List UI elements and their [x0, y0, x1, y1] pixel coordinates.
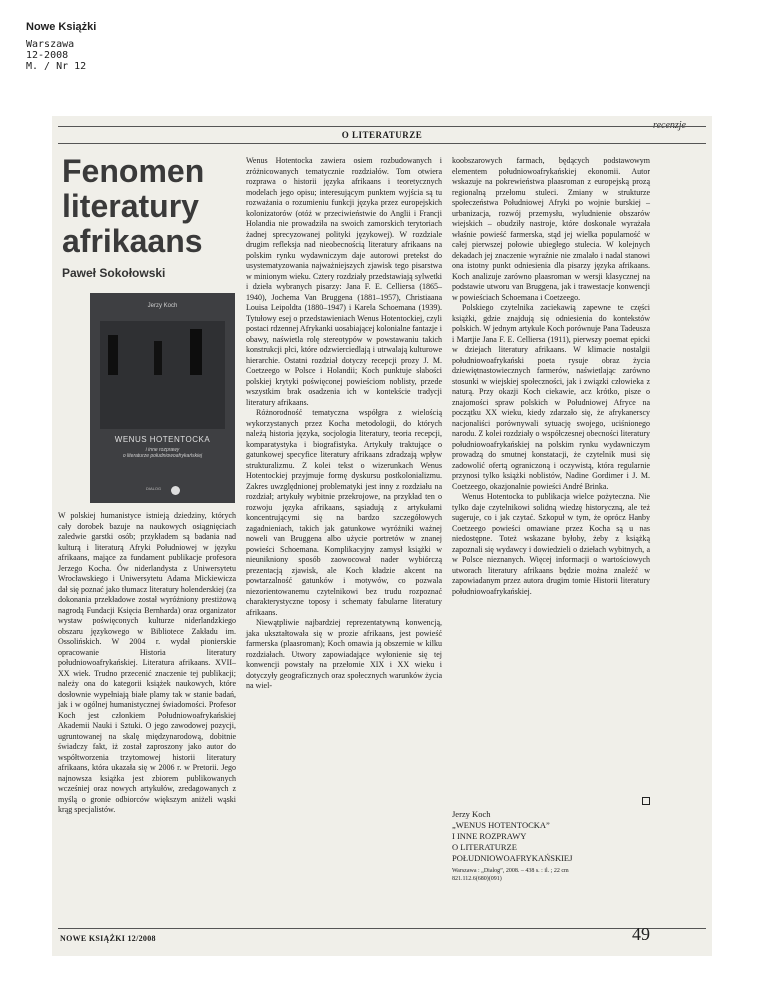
- column-2: [246, 156, 442, 692]
- paragraph: Wenus Hotentocka to publikacja wielce pożyteczna. Nie tylko daje czytelnikowi solidną wiedzę historyczną, ale też sugeruje, co i jak czytać. Szkopuł w tym, że oprócz Hanby Coetzeego powieści omawiane przez Kocha są u nas niedostępne. Toteż wskazane byłoby, żeby z książką zapoznali się wydawcy i dowiedzieli o dziełach wybitnych, a w Polsce nieznanych. Więcej informacji o wartościowych utworach literatury afrikaans będzie można znaleźć w zapowiadanym przez autora drugim tomie Historii literatury południowoafrykańskiej.: [452, 492, 650, 596]
- clipping-header: [26, 22, 96, 72]
- biblio-title-line: „WENUS HOTENTOCKA”: [452, 820, 550, 830]
- biblio-details: Warszawa : „Dialog”, 2008. – 438 s. : il. ; 22 cm: [452, 868, 569, 874]
- cover-subtitle: [90, 447, 235, 459]
- page-footer: NOWE KSIĄŻKI 12/2008: [60, 934, 156, 943]
- top-rule: [58, 126, 706, 127]
- article-author: Paweł Sokołowski: [62, 266, 166, 280]
- paragraph: Wenus Hotentocka zawiera osiem rozbudowanych i zróżnicowanych tematycznie rozdziałów. Tom otwiera rozprawa o historii języka afrikaans i teoretycznych modelach jego opisu; interesującym punktem wyjścia są tu rozważania o rozumieniu funkcji języka przez europejskich kolonizatorów (otóż w przeciwieństwie do Anglii i Francji Holandia nie prowadziła na swoich zamorskich terytoriach żadnej sprecyzowanej polityki językowej). W rozdziale drugim refleksja nad nieobecnością literatury afrikaans na polskim rynku wydawniczym daje autorowi pretekst do usystematyzowania najważniejszych zjawisk tego pisarstwa w minionym wieku. Cztery rozdziały przedstawiają sylwetki i dzieła wybranych pisarzy: Jana F. E. Celliersa (1865–1940), Jochema Van Bruggena (1881–1957), Christiaana Louisa Leipoldta (1880–1947) i Karela Schoemana (1939). Tytułowy esej o przedstawieniach Wenus Hotentockiej, czyli postaci rdzennej Afrykanki uosabiającej kolonialne fantazje i obawy, naświetla rolę stereotypów w powstawaniu takich konstrukcji płci, które odzwierciedlają i utrwalają kulturowe hierarchie. Ostatni rozdział dotyczy recepcji prozy J. M. Coetzeego w Polsce i Holandii; Koch punktuje słabości polskiej krytyki poświęconej powieściom noblisty, przede wszystkim brak osadzenia ich w kontekście tradycji literatury afrikaans.: [246, 156, 442, 407]
- page-number: 49: [632, 924, 650, 944]
- paragraph: Różnorodność tematyczna współgra z wielością wykorzystanych przez Kocha metodologii, do których należą historia języka, socjologia literatury, teoria recepcji, komparatystyka i biografistyka. Artykuły traktujące o gatunkowej specyfice literatury afrikaans zdradzają wpływ strukturalizmu. Z kolei tekst o wizerunkach Wenus Hotentockiej przyjmuje formę dyskursu postkolonializmu. Zakres uwzględnionej problematyki jest inny z rozdziału na rozdział; artykuły wybitnie przekrojowe, na przykład ten o rozwoju języka afrikaans, sąsiadują z artykułami koncentrującymi się na bardzo szczegółowych zagadnieniach, takich jak gatunkowe wyróżniki ważnej noweli van Bruggena albo użycie portretów w znanej powieści Schoemana. Komplikacyjny zamysł książki w nieunikniony sposób zaowocował nader wybiórczą prezentacją zjawisk, ale Koch kładzie akcent na powtarzalność gatunków i motywów, co pozwala niezorientowanemu czytelnikowi bez trudu rozpoznać charakterystyczne toposy i schematy fabularne literatury afrikaans.: [246, 408, 442, 617]
- publication-date: 12-2008: [26, 50, 69, 61]
- publication-name: Nowe Książki: [26, 21, 97, 33]
- column-1: [58, 511, 236, 816]
- cover-photo: [100, 321, 225, 429]
- article-title: [62, 154, 242, 259]
- end-of-article-icon: [642, 797, 650, 805]
- cover-figure: [190, 329, 202, 375]
- paragraph: W polskiej humanistyce istnieją dziedziny, których cały dorobek bazuje na naukowych osiągnięciach zaledwie garstki osób; przykładem są badania nad kulturą i literaturą Afryki Południowej w języku afrikaans, mające za fundament publikacje profesora Jerzego Kocha. Ów niderlandysta z Uniwersytetu Wrocławskiego i Uniwersytetu Adama Mickiewicza dał się poznać jako tłumacz literatury holenderskiej (za dokonania przekładowe został wyróżniony prestiżową nagrodą Fundacji Księcia Bernharda) oraz organizator wystaw poświęconych kulturze niderlandzkiego obszaru językowego w Bibliotece Zakładu im. Ossolińskich. W 2004 r. wydał pionierskie opracowanie Historia literatury południowoafrykańskiej. Literatura afrikaans. XVII–XX wiek. Trudno przecenić znaczenie tej publikacji; należy ona do kategorii książek naukowych, które dosłownie wypełniają białe plamy tak w stanie badań, jak i w ogólnej humanistycznej świadomości. Profesor Koch jest członkiem Południowoafrykańskiej Akademii Nauki i Sztuki. O jego zawodowej pozycji, ugruntowanej na skalę międzynarodową, dobitnie świadczy fakt, iż został zaproszony jako autor do współtworzenia trzytomowej historii literatury afrikaans, która ukazała się w 2006 r. w Pretorii. Jego najnowsza książka jest zbiorem publikowanych wcześniej oraz nowych artykułów, zredagowanych z myślą o gronie odbiorców większym aniżeli wąski krąg specjalistów.: [58, 511, 236, 814]
- book-cover: [90, 293, 235, 503]
- biblio-title-line: O LITERATURZE: [452, 842, 517, 852]
- biblio-title-line: I INNE ROZPRAWY: [452, 831, 527, 841]
- paragraph: koobszarowych farmach, będących podstawowym elementem południowoafrykańskiej ekonomii. Autor wskazuje na pokrewieństwa plaasroman z europejską prozą regionalną przełomu stuleci. Zmiany w strukturze społeczeństwa Południowej Afryki po wojnie burskiej – urbanizacja, rozwój przemysłu, wyludnienie obszarów wiejskich – obudziły nastroje, które doskonale wyrażała właśnie powieść farmerska, stąd jej wielka popularność w całej pierwszej połowie ubiegłego stulecia. W kolejnych dekadach jej znaczenie wyraźnie nie zmalało i nadal stanowi ona istotny punkt odniesienia dla pisarzy języka afrikaans. Koch analizuje zarówno plaasroman w wersji klasycznej na podstawie utworu van Bruggena, jak i trawestacje konwencji w powieściach Schoemana i Coetzeego.: [452, 156, 650, 302]
- rubric: O LITERATURZE: [341, 130, 423, 140]
- cover-subtitle-line: o literaturze południowoafrykańskiej: [122, 453, 203, 459]
- title-line: literatury: [62, 188, 199, 224]
- publication-city: Warszawa: [26, 39, 75, 50]
- magazine-page: [52, 116, 712, 956]
- cover-publisher: DIALOG: [146, 486, 162, 491]
- paragraph: Niewątpliwie najbardziej reprezentatywną konwencją, jaka ukształtowała się w prozie afrikaans, jest powieść farmerska (plaasroman); Koch omawia ją obszernie w kilku rozdziałach. Utwory zapowiadające wyłonienie się tej konwencji powstały na przełomie XIX i XX wieku i dotyczyły geograficznych oraz społecznych warunków życia na wiel-: [246, 618, 442, 690]
- cover-author: Jerzy Koch: [147, 303, 178, 309]
- rubric-rule: [58, 143, 706, 144]
- paragraph: Polskiego czytelnika zaciekawią zapewne te części książki, gdzie znajdują się odniesienia do kontekstów polskich. W jednym artykule Koch porównuje Pana Tadeusza i Martjie Jana F. E. Celliersa (1911), pierwszy poemat epicki w dziejach literatury afrikaans. W klimacie nostalgii południowoafrykański poeta rysuje obraz życia dziewiętnastowiecznych farmerów, naświetlając zarówno stosunki w wiejskiej społeczności, jak i związki człowieka z naturą. Przy okazji Koch ciekawie, acz krótko, pisze o znajomości spraw polskich w Południowej Afryce na początku XX wieku, kiedy zdarzało się, że afrykanerscy nacjonaliści porównywali sytuację swojego, uciśnionego narodu. Z kolei rozdziały o współczesnej obecności literatury południowoafrykańskiej na polskim rynku wydawniczym prowadzą do smutnej konstatacji, że czytelnik musi się zadowolić ofertą ograniczoną i oczywistą, która regularnie przynosi tylko książki noblistów, Nadine Gordimer i J. M. Coetzeego, okazjonalnie powieści André Brinka.: [452, 303, 650, 491]
- title-line: afrikaans: [62, 223, 203, 259]
- column-3: [452, 156, 650, 597]
- cover-title: WENUS HOTENTOCKA: [114, 435, 211, 444]
- biblio-code: 821.112.6(680)(091): [452, 876, 502, 882]
- publisher-logo-icon: [171, 486, 180, 495]
- cover-subtitle-line: i inne rozprawy: [145, 447, 180, 453]
- cover-figure: [154, 341, 162, 375]
- biblio-author: Jerzy Koch: [452, 809, 491, 819]
- publication-issue: M. / Nr 12: [26, 61, 87, 72]
- cover-figure: [108, 335, 118, 375]
- title-line: Fenomen: [62, 153, 205, 189]
- bibliographic-note: [452, 809, 652, 883]
- bottom-rule: [58, 928, 706, 929]
- biblio-title-line: POŁUDNIOWOAFRYKAŃSKIEJ: [452, 853, 573, 863]
